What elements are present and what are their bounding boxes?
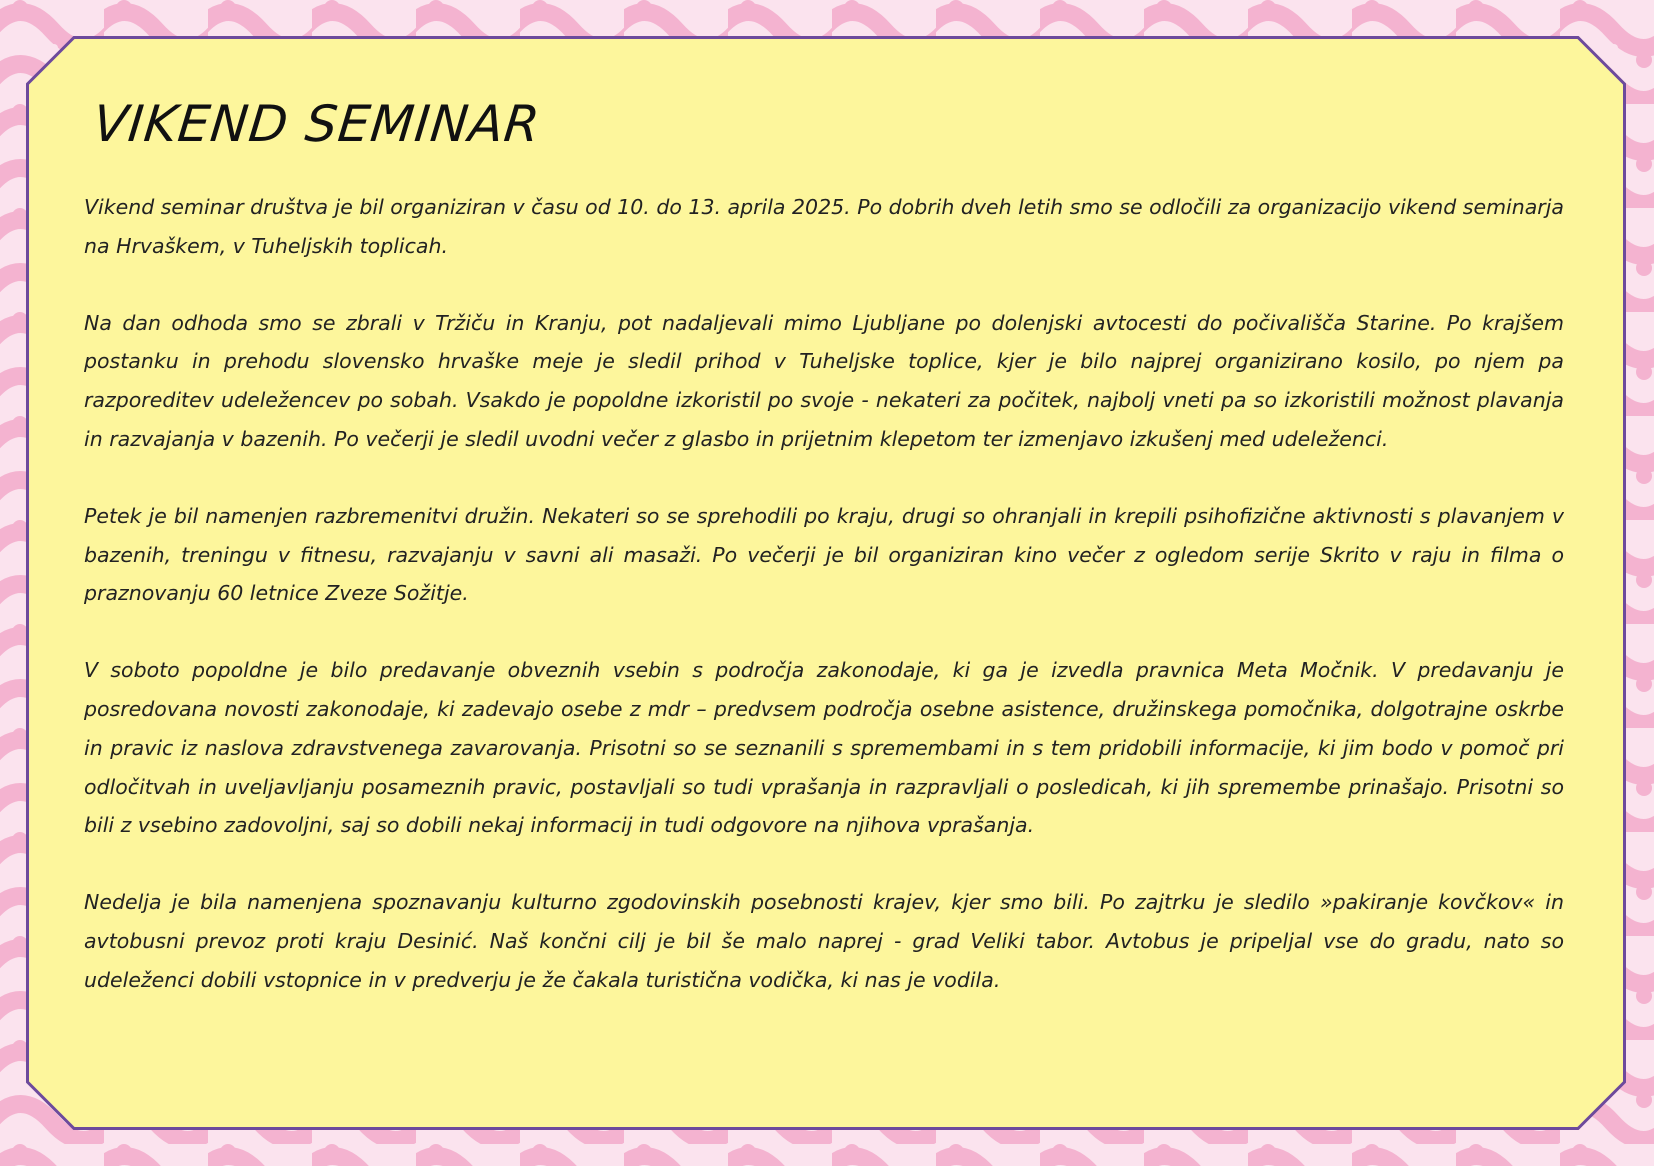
article	[84, 92, 1564, 1052]
paragraph-departure: Na dan odhoda smo se zbrali v Tržiču in Kranju, pot nadaljevali mimo Ljubljane po dolenjski avtocesti do počivališča Starine. Po krajšem postanku in prehodu slovensko hrvaške meje je sledil prihod v Tuheljske toplice, kjer je bilo najprej organizirano kosilo, po njem pa razporeditev udeležencev po sobah. Vsakdo je popoldne izkoristil po svoje - nekateri za počitek, najbolj vneti pa so izkoristili možnost plavanja in razvajanja v bazenih. Po večerji je sledil uvodni večer z glasbo in prijetnim klepetom ter izmenjavo izkušenj med udeleženci.	[84, 310, 1564, 451]
paragraph-saturday: V soboto popoldne je bilo predavanje obveznih vsebin s področja zakonodaje, ki ga je izvedla pravnica Meta Močnik. V predavanju je posredovana novosti zakonodaje, ki zadevajo osebe z mdr – predvsem področja osebne asistence, družinskega pomočnika, dolgotrajne oskrbe in pravic iz naslova zdravstvenega zavarovanja. Prisotni so se seznanili s spremembami in s tem pridobili informacije, ki jim bodo v pomoč pri odločitvah in uveljavljanju posameznih pravic, postavljali so tudi vprašanja in razpravljali o posledicah, ki jih spremembe prinašajo. Prisotni so bili z vsebino zadovoljni, saj so dobili nekaj informacij in tudi odgovore na njihova vprašanja.	[84, 658, 1564, 838]
paragraph-friday: Petek je bil namenjen razbremenitvi družin. Nekateri so se sprehodili po kraju, drugi so ohranjali in krepili psihofizične aktivnosti s plavanjem v bazenih, treningu v fitnesu, razvajanju v savni ali masaži. Po večerji je bil organiziran kino večer z ogledom serije Skrito v raju in filma o praznovanju 60 letnice Zveze Sožitje.	[84, 503, 1564, 606]
paragraph-sunday: Nedelja je bila namenjena spoznavanju kulturno zgodovinskih posebnosti krajev, kjer smo bili. Po zajtrku je sledilo »pakiranje kovčkov« in avtobusni prevoz proti kraju Desinić. Naš končni cilj je bil še malo naprej - grad Veliki tabor. Avtobus je pripeljal vse do gradu, nato so udeleženci dobili vstopnice in v predverju je že čakala turistična vodička, ki nas je vodila.	[84, 890, 1564, 992]
paragraph-intro: Vikend seminar društva je bil organiziran v času od 10. do 13. aprila 2025. Po dobrih dveh letih smo se odločili za organizacijo vikend seminarja na Hrvaškem, v Tuheljskih toplicah.	[84, 195, 1564, 258]
page-title: VIKEND SEMINAR	[90, 95, 544, 153]
